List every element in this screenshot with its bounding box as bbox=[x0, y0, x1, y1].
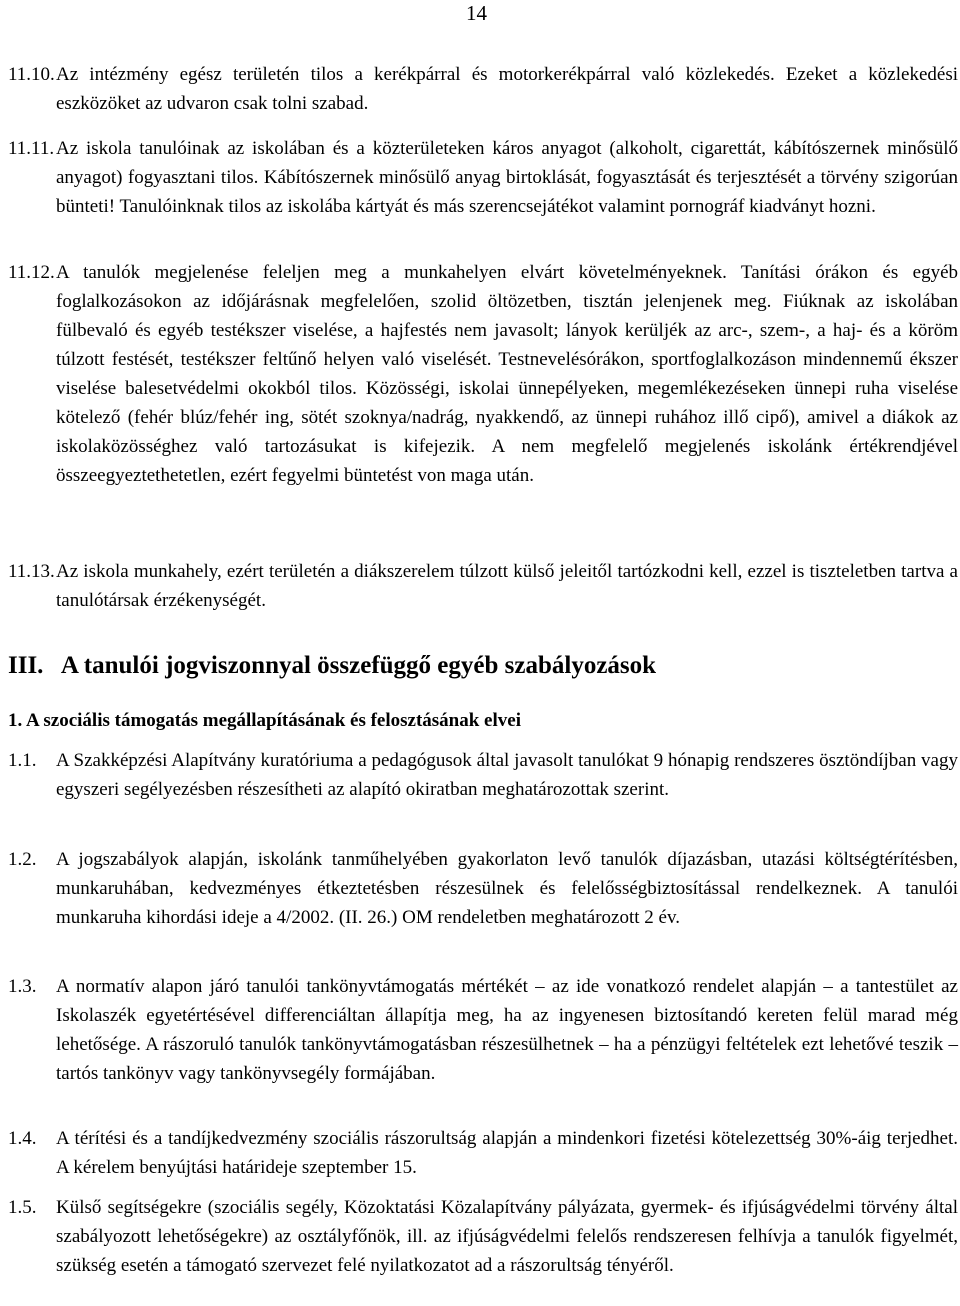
paragraph-number: 1.4. bbox=[8, 1128, 37, 1149]
paragraph-11-10 bbox=[8, 60, 958, 118]
paragraph-number: 1.3. bbox=[8, 976, 37, 997]
paragraph-1-5 bbox=[8, 1193, 958, 1280]
chapter-number: III. bbox=[8, 652, 44, 679]
subchapter-heading bbox=[8, 706, 521, 735]
subchapter-number: 1. bbox=[8, 710, 23, 731]
paragraph-text: A tanulók megjelenése feleljen meg a munkahelyen elvárt követelményeknek. Tanítási órákon és egyéb foglalkozásokon az időjárásnak megfelelően, szolid öltözetben, tisztán jelenjenek meg. Fiúknak az iskolában fülbevaló és egyéb testékszer viselése, a hajfestés nem javasolt; lányok kerüljék az arc-, szem-, a haj- és a köröm túlzott festését, testékszer feltűnő helyen való viselését. Testnevelésórákon, sportfoglalkozáson mindennemű ékszer viselése balesetvédelmi okokból tilos. Közösségi, iskolai ünnepélyeken, megemlékezéseken ünnepi ruha viselése kötelező (fehér blúz/fehér ing, sötét szoknya/nadrág, nyakkendő, az ünnepi ruhához illő cipő), amivel a diákok az iskolaközösséghez való tartozásukat is kifejezik. A nem megfelelő megjelenés iskolánk értékrendjével összeegyeztethetetlen, ezért fegyelmi büntetést von maga után. bbox=[56, 262, 958, 486]
paragraph-1-3 bbox=[8, 972, 958, 1088]
paragraph-11-11 bbox=[8, 134, 958, 221]
paragraph-number: 1.1. bbox=[8, 750, 37, 771]
paragraph-11-13 bbox=[8, 557, 958, 615]
paragraph-text: A Szakképzési Alapítvány kuratóriuma a pedagógusok által javasolt tanulókat 9 hónapig rendszeres ösztöndíjban vagy egyszeri segélyezésben részesítheti az alapító okiratban meghatározottak szerint. bbox=[56, 750, 958, 800]
paragraph-11-12 bbox=[8, 258, 958, 490]
chapter-title: A tanulói jogviszonnyal összefüggő egyéb szabályozások bbox=[60, 652, 657, 679]
paragraph-text: Az iskola munkahely, ezért területén a diákszerelem túlzott külső jeleitől tartózkodni kell, ezzel is tiszteletben tartva a tanulótársak érzékenységét. bbox=[56, 561, 958, 611]
paragraph-number: 11.11. bbox=[8, 138, 55, 159]
paragraph-text: Az intézmény egész területén tilos a kerékpárral és motorkerékpárral való közlekedés. Ezeket a közlekedési eszközöket az udvaron csak tolni szabad. bbox=[56, 64, 958, 114]
subchapter-title: A szociális támogatás megállapításának és felosztásának elvei bbox=[25, 710, 521, 731]
chapter-heading bbox=[8, 648, 656, 684]
paragraph-number: 11.12. bbox=[8, 262, 55, 283]
paragraph-1-4 bbox=[8, 1124, 958, 1182]
paragraph-text: A térítési és a tandíjkedvezmény szociális rászorultság alapján a mindenkori fizetési kötelezettség 30%-áig terjedhet. A kérelem benyújtási határideje szeptember 15. bbox=[56, 1128, 958, 1178]
paragraph-1-1 bbox=[8, 746, 958, 804]
paragraph-text: Külső segítségekre (szociális segély, Közoktatási Közalapítvány pályázata, gyermek- és ifjúságvédelmi törvény által szabályozott lehetőségekre) az osztályfőnök, ill. az ifjúságvédelmi felelős rendszeresen felhívja a tanulók figyelmét, szükség esetén a támogató szervezet felé nyilatkozatot ad a rászorultság tényéről. bbox=[56, 1197, 958, 1276]
paragraph-number: 11.10. bbox=[8, 64, 55, 85]
paragraph-number: 11.13. bbox=[8, 561, 55, 582]
paragraph-text: A jogszabályok alapján, iskolánk tanműhelyében gyakorlaton levő tanulók díjazásban, utazási költségtérítésben, munkaruhában, kedvezményes étkeztetésben részesülnek és felelősségbiztosítással rendelkeznek. A tanulói munkaruha kihordási ideje a 4/2002. (II. 26.) OM rendeletben meghatározott 2 év. bbox=[56, 849, 958, 928]
paragraph-1-2 bbox=[8, 845, 958, 932]
paragraph-text: Az iskola tanulóinak az iskolában és a közterületeken káros anyagot (alkoholt, cigarettát, kábítószernek minősülő anyagot) fogyasztani tilos. Kábítószernek minősülő anyag birtoklását, fogyasztását és terjesztését a törvény szigorúan bünteti! Tanulóinknak tilos az iskolába kártyát és más szerencsejátékot valamint pornográf kiadványt hozni. bbox=[56, 138, 958, 217]
paragraph-number: 1.5. bbox=[8, 1197, 37, 1218]
page-number: 14 bbox=[466, 1, 487, 25]
paragraph-text: A normatív alapon járó tanulói tankönyvtámogatás mértékét – az ide vonatkozó rendelet alapján – a tantestület az Iskolaszék egyetértésével differenciáltan állapítja meg, ha az ingyenesen biztosítandó kereten felül marad még lehetősége. A rászoruló tanulók tankönyvtámogatásban részesülhetnek – ha a pénzügyi feltételek ezt lehetővé teszik – tartós tankönyv vagy tankönyvsegély formájában. bbox=[56, 976, 958, 1084]
paragraph-number: 1.2. bbox=[8, 849, 37, 870]
